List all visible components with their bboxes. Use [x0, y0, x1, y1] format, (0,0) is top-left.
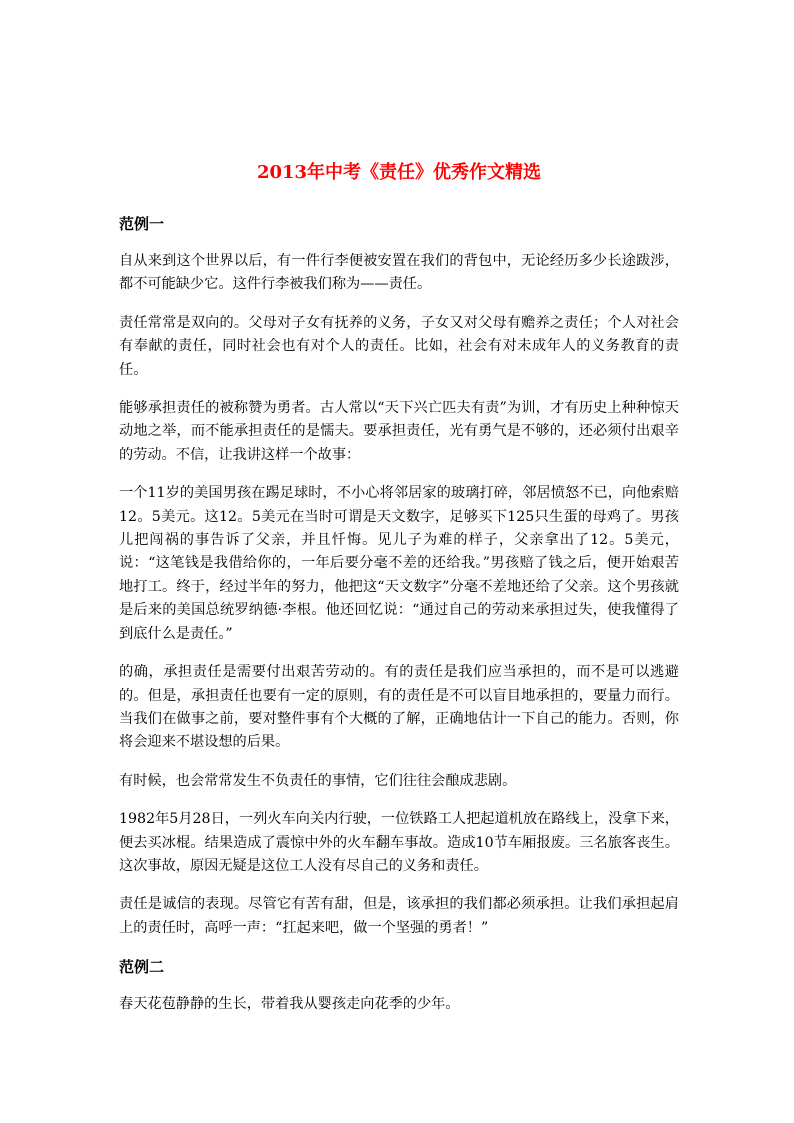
section-heading: 范例一	[119, 215, 165, 233]
paragraph: 责任是诚信的表现。尽管它有苦有甜，但是，该承担的我们都必须承担。让我们承担起肩上的责任时，高呼一声：“扛起来吧，做一个坚强的勇者！”	[119, 896, 679, 936]
paragraph: 春天花苞静静的生长，带着我从婴孩走向花季的少年。	[119, 996, 460, 1013]
section-heading: 范例二	[119, 958, 165, 977]
document-title: 2013年中考《责任》优秀作文精选	[256, 162, 542, 183]
paragraph: 有时候，也会常常发生不负责任的事情，它们往往会酿成悲剧。	[119, 772, 517, 789]
paragraph: 自从来到这个世界以后，有一件行李便被安置在我们的背包中，无论经历多少长途跋涉，都不可能缺少它。这件行李被我们称为——责任。	[119, 253, 679, 293]
paragraph: 1982年5月28日，一列火车向关内行驶，一位铁路工人把起道机放在路线上，没拿下来，便去买冰棍。结果造成了震惊中外的火车翻车事故。造成10节车厢报废。三名旅客丧生。这次事故，原因无疑是这位工人没有尽自己的义务和责任。	[119, 811, 679, 874]
document-page	[119, 160, 679, 1032]
paragraph: 的确，承担责任是需要付出艰苦劳动的。有的责任是我们应当承担的，而不是可以逃避的。但是，承担责任也要有一定的原则，有的责任是不可以盲目地承担的，要量力而行。当我们在做事之前，要对整件事有个大概的了解，正确地估计一下自己的能力。否则，你将会迎来不堪设想的后果。	[119, 664, 679, 751]
section-example-one	[119, 212, 679, 940]
paragraph: 能够承担责任的被称赞为勇者。古人常以“天下兴亡匹夫有责”为训，才有历史上种种惊天动地之举，而不能承担责任的是懦夫。要承担责任，光有勇气是不够的，还必须付出艰辛的劳动。不信，让我讲这样一个故事：	[119, 400, 679, 463]
section-example-two	[119, 955, 679, 1016]
paragraph: 一个11岁的美国男孩在踢足球时，不小心将邻居家的玻璃打碎，邻居愤怒不已，向他索赔12。5美元。这12。5美元在当时可谓是天文数字，足够买下125只生蛋的母鸡了。男孩儿把闯祸的事告诉了父亲，并且忏悔。见儿子为难的样子，父亲拿出了12。5美元，说：“这笔钱是我借给你的，一年后要分毫不差的还给我。”男孩赔了钱之后，便开始艰苦地打工。终于，经过半年的努力，他把这“天文数字”分毫不差地还给了父亲。这个男孩就是后来的美国总统罗纳德·李根。他还回忆说：“通过自己的劳动来承担过失，使我懂得了到底什么是责任。”	[119, 485, 679, 642]
paragraph: 责任常常是双向的。父母对子女有抚养的义务，子女又对父母有赡养之责任；个人对社会有奉献的责任，同时社会也有对个人的责任。比如，社会有对未成年人的义务教育的责任。	[119, 314, 679, 378]
